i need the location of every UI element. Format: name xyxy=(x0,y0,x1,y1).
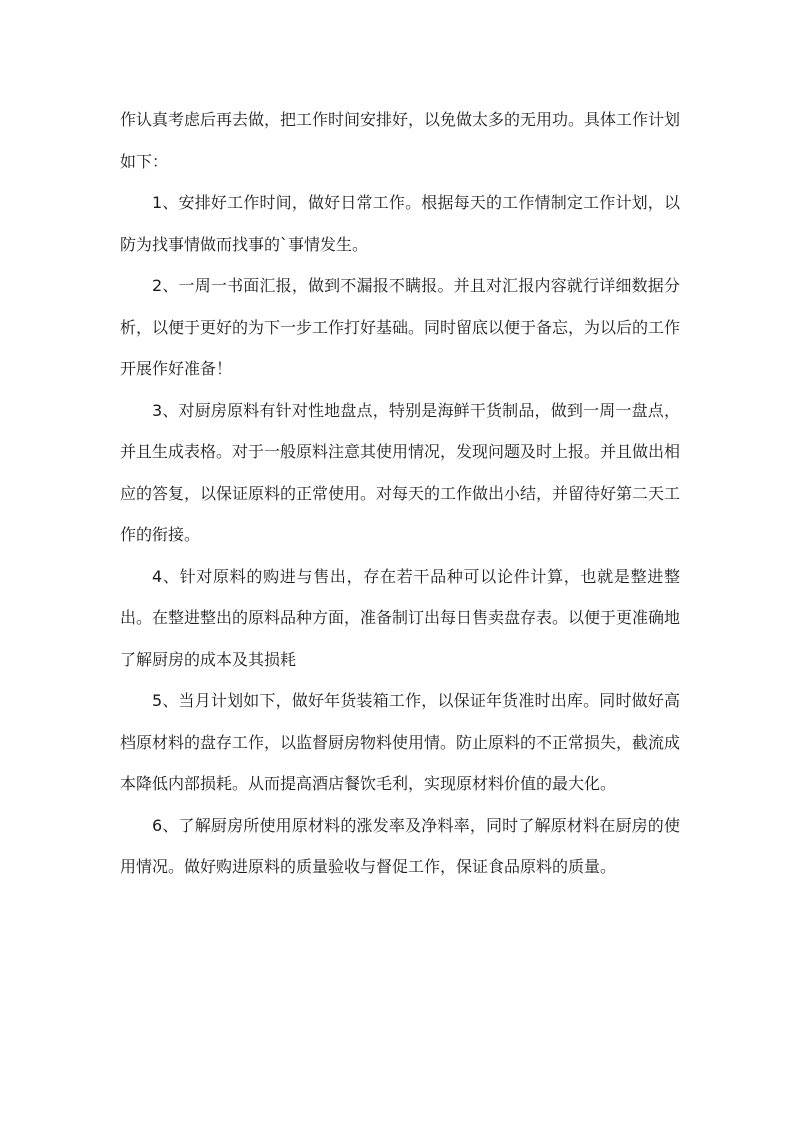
paragraph-item-5: 5、当月计划如下，做好年货装箱工作，以保证年货准时出库。同时做好高档原材料的盘存工作，以监督厨房物料使用情。防止原料的不正常损失，截流成本降低内部损耗。从而提高酒店餐饮毛利，实现原材料价值的最大化。 xyxy=(120,691,681,793)
document-body xyxy=(120,99,680,888)
paragraph-item-4: 4、针对原料的购进与售出，存在若干品种可以论件计算，也就是整进整出。在整进整出的原料品种方面，准备制订出每日售卖盘存表。以便于更准确地了解厨房的成本及其损耗 xyxy=(120,566,681,669)
paragraph-item-6: 6、了解厨房所使用原材料的涨发率及净料率，同时了解原材料在厨房的使用情况。做好购进原料的质量验收与督促工作，保证食品原料的质量。 xyxy=(120,815,680,876)
paragraph-item-2: 2、一周一书面汇报，做到不漏报不瞒报。并且对汇报内容就行详细数据分析，以便于更好的为下一步工作打好基础。同时留底以便于备忘，为以后的工作开展作好准备！ xyxy=(120,276,681,378)
paragraph-intro: 作认真考虑后再去做，把工作时间安排好，以免做太多的无用功。具体工作计划如下： xyxy=(120,110,681,171)
paragraph-item-1: 1、安排好工作时间，做好日常工作。根据每天的工作情制定工作计划，以防为找事情做而找事的`事情发生。 xyxy=(120,193,680,254)
paragraph-item-3: 3、对厨房原料有针对性地盘点，特别是海鲜干货制品，做到一周一盘点，并且生成表格。对于一般原料注意其使用情况，发现问题及时上报。并且做出相应的答复，以保证原料的正常使用。对每天的工作做出小结，并留待好第二天工作的衔接。 xyxy=(120,400,681,544)
